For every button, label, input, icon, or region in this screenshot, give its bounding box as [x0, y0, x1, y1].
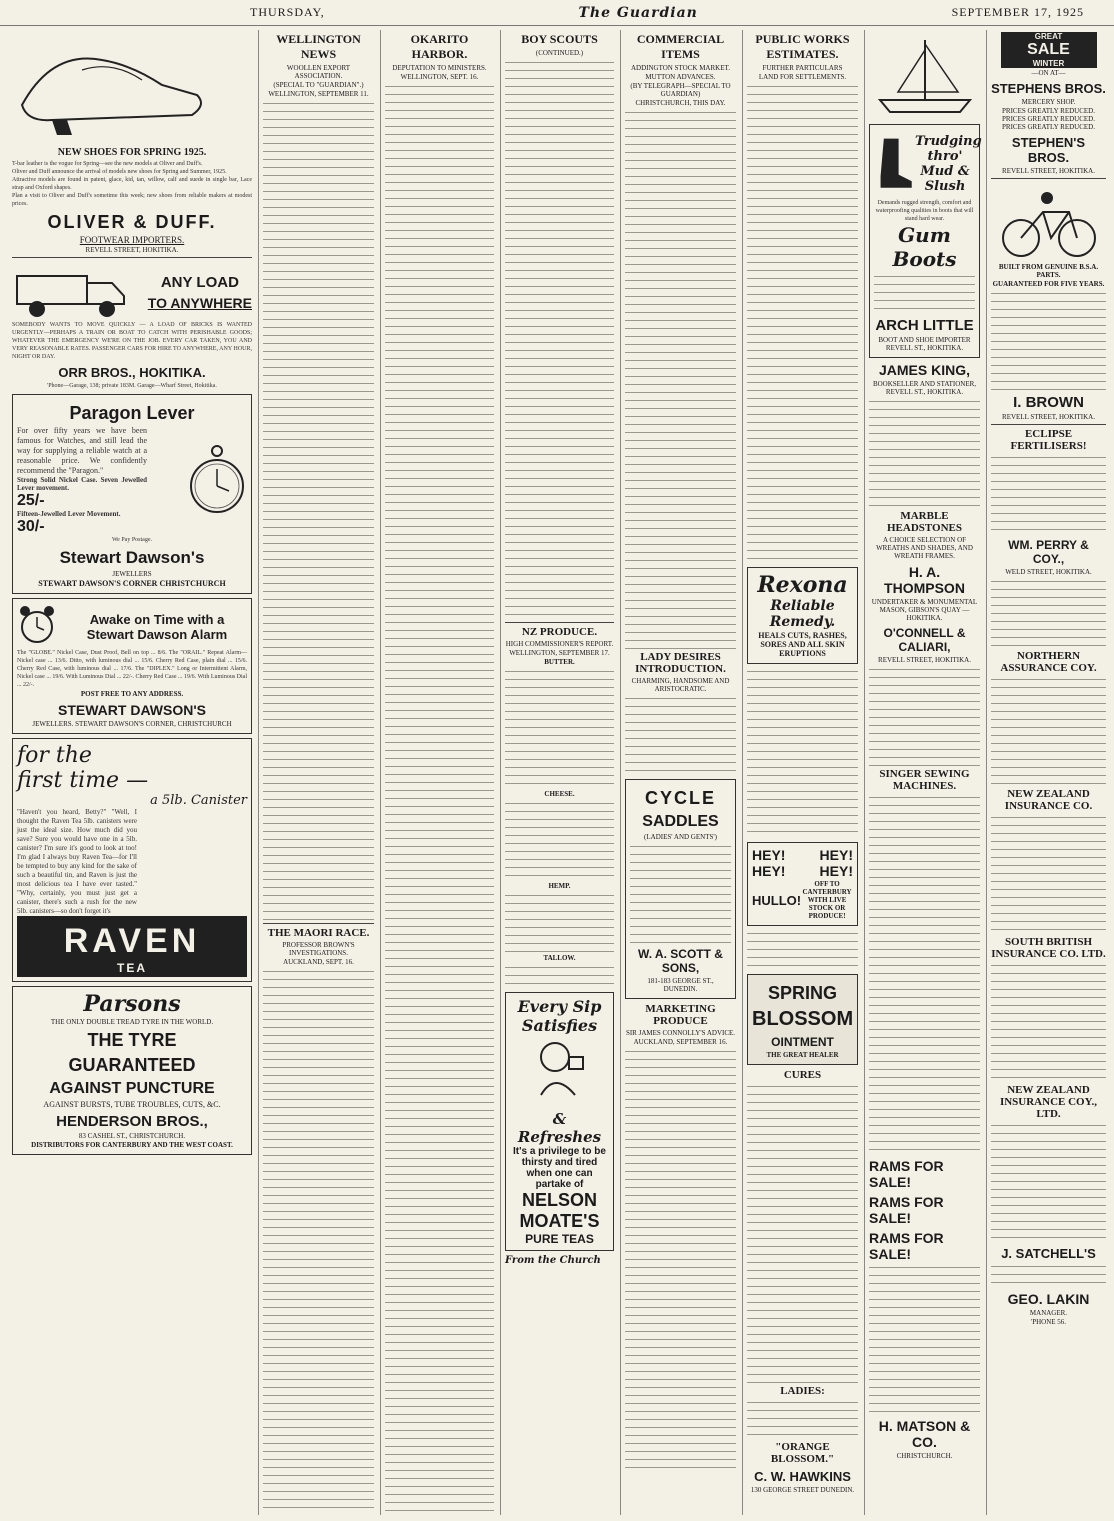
nz-produce-cheese-text [505, 800, 614, 880]
commercial-sub: ADDINGTON STOCK MARKET. [631, 64, 730, 72]
okarito-body-text [385, 83, 494, 1515]
nz-produce-cheese: CHEESE. [544, 790, 575, 798]
nm-h3: & Refreshes [517, 1110, 602, 1146]
trudging-h1: Trudging thro' [915, 134, 982, 164]
shoe-ad-trade: FOOTWEAR IMPORTERS. [79, 235, 185, 245]
arrow-guaranteed: GUARANTEED FOR FIVE YEARS. [992, 280, 1105, 288]
lady-desires-text [625, 695, 736, 775]
geo-lakin: GEO. LAKIN [1007, 1291, 1090, 1307]
arch-little: ARCH LITTLE [875, 317, 974, 334]
column-3-okarito-harbor [380, 30, 498, 1515]
marble-headstones: MARBLE HEADSTONES [887, 510, 962, 534]
shoe-ad-firm: OLIVER & DUFF. [47, 212, 217, 232]
northern-text [991, 676, 1106, 786]
stephens-bros-2: STEPHEN'S BROS. [1011, 135, 1086, 165]
hey-1: HEY! [752, 847, 786, 863]
sale-2: SALE [1027, 41, 1070, 58]
shoe-ad-line1: T-bar leather is the vogue for Spring—see the new models at Oliver and Duff's. [12, 161, 203, 167]
okarito-dateline: WELLINGTON, SEPT. 16. [400, 73, 479, 81]
nm-body: It's a privilege to be thirsty and tired when one can partake of [513, 1146, 606, 1190]
nz-produce-sub: HIGH COMMISSIONER'S REPORT. [505, 640, 614, 648]
tyre-t4: AGAINST BURSTS, TUBE TROUBLES, CUTS, &C. [43, 1100, 221, 1109]
nm-sub: PURE TEAS [525, 1232, 594, 1246]
rexona-ad [747, 567, 858, 664]
paragon-spec1: Strong Solid Nickel Case. Seven Jewelled Lever movement. [17, 476, 147, 492]
truck-ad-heading1: ANY LOAD [160, 273, 239, 291]
wellington-news-special: (SPECIAL TO "GUARDIAN".) [273, 81, 364, 89]
tyre-distributors: DISTRIBUTORS FOR CANTERBURY AND THE WEST COAST. [31, 1141, 233, 1149]
gum-boots-text [874, 273, 975, 313]
public-works-list [747, 83, 858, 563]
spring-blossom-ad [747, 974, 858, 1065]
paragon-watch-ad [12, 394, 252, 594]
nm-h2: Satisfies [521, 1016, 598, 1035]
trudging-ad [869, 124, 980, 358]
james-king-sub: BOOKSELLER AND STATIONER, REVELL ST., HOKITIKA. [872, 380, 977, 396]
marketing-produce-text [625, 1048, 736, 1468]
nz-produce-tallow: TALLOW. [543, 954, 576, 962]
hullo: HULLO! [752, 892, 802, 908]
public-works-sub2: LAND FOR SETTLEMENTS. [758, 73, 847, 81]
wm-perry: WM. PERRY & COY., [1008, 538, 1089, 566]
tyre-t3: AGAINST PUNCTURE [49, 1080, 215, 1097]
sb-h2: BLOSSOM [752, 1008, 854, 1030]
raven-brand-banner [17, 916, 247, 977]
gum-boots: Gum Boots [892, 223, 957, 271]
paragon-jewellers: JEWELLERS [112, 570, 152, 578]
nz-insurance-2-text [991, 1122, 1106, 1242]
stephens-sub: MERCERY SHOP. [1021, 98, 1076, 106]
commercial-title: COMMERCIAL ITEMS [636, 32, 725, 61]
maori-race-dateline: AUCKLAND, SEPT. 16. [283, 958, 354, 966]
nz-produce-dateline: WELLINGTON, SEPTEMBER 17. [509, 649, 610, 657]
nz-produce-hemp-text [505, 892, 614, 952]
column-5-commercial-items [620, 30, 740, 1515]
marketing-produce-sub: SIR JAMES CONNOLLY'S ADVICE. [625, 1029, 736, 1037]
tyre-t2: GUARANTEED [68, 1055, 196, 1075]
satchell: J. SATCHELL'S [1001, 1246, 1096, 1261]
sb-h3: OINTMENT [771, 1035, 834, 1049]
nz-produce-butter: BUTTER. [544, 658, 575, 666]
truck-ad-heading2: TO ANYWHERE [147, 294, 252, 311]
column-7-local-ads [864, 30, 984, 1515]
paragon-postage: We Pay Postage. [111, 537, 152, 543]
masthead-paper-name: The Guardian [578, 4, 698, 21]
ship-illustration-icon [870, 30, 980, 120]
satchell-text [991, 1263, 1106, 1287]
gum-boot-icon [874, 129, 915, 199]
alarm-body: The "GLOBE." Nickel Case, Dust Proof, Bell on top ... 8/6. The "ORAIL." Repeat Alarm— Nickel case ... 13/6. Ditto, with luminous dial ... 15/6. Cherry Red Case, plain dial ... 15/6. Cherry Red Case, with luminous dial ... 17/6. The "DIPLEX." Long or Intermittent Alarm, Nickel case ... 19/6. With Luminous Dial ... 22/-. Cherry Red Case ... 19/6. With Luminous Dial ... 22/-. [17, 650, 247, 688]
truck-ad-phone: 'Phone—Garage, 138; private 183M. Garage—Wharf Street, Hokitika. [47, 383, 217, 389]
column-8-business-ads [986, 30, 1110, 1515]
thompson-sub: UNDERTAKER & MONUMENTAL MASON, GIBSON'S QUAY — HOKITIKA. [871, 598, 978, 622]
commercial-by: (BY TELEGRAPH—SPECIAL TO GUARDIAN) [630, 82, 731, 98]
geo-lakin-phone: 'PHONE 56. [1030, 1318, 1067, 1326]
ob-firm: C. W. HAWKINS [754, 1469, 851, 1484]
boy-scouts-body-text [505, 59, 614, 619]
matson: H. MATSON & CO. [878, 1418, 971, 1450]
truck-ad-body: SOMEBODY WANTS TO MOVE QUICKLY — A LOAD OF BRICKS IS WANTED URGENTLY—PERHAPS A TRAIN OR BOAT TO CATCH WITH PERISHABLE GOODS; WHATEVER THE EMERGENCY WE'RE ON THE JOB. EVERY CAR TAKEN, YOU AND VERY REASONABLE RATES. PASSENGER CARS FOR HIRE TO ANYWHERE, ANY HOUR, NIGHT OR DAY. [12, 322, 252, 360]
shoe-illustration-icon [12, 30, 212, 140]
trudging-h2: Mud & Slush [920, 164, 970, 194]
nz-produce-butter-text [505, 668, 614, 788]
column-1-ads [8, 30, 256, 1515]
ladies-heading: LADIES: [780, 1385, 825, 1397]
nz-produce-tallow-text [505, 964, 614, 988]
alarm-firm: STEWART DAWSON'S [58, 702, 206, 718]
tyre-line: THE ONLY DOUBLE TREAD TYRE IN THE WORLD. [50, 1018, 214, 1026]
shoe-ad-line4: Plan a visit to Oliver and Duff's sometime this week; new shoes from reliable makers at modest prices. [12, 193, 252, 207]
rams-3: RAMS FOR SALE! [869, 1230, 944, 1262]
paragon-price2: 30/- [17, 518, 45, 535]
eclipse: ECLIPSE FERTILISERS! [1010, 428, 1087, 452]
raven-brand: RAVEN [63, 922, 201, 960]
masthead [0, 0, 1114, 26]
marble-sub: A CHOICE SELECTION OF WREATHS AND SHADES, AND WREATH FRAMES. [876, 536, 973, 560]
truck-icon [12, 261, 132, 321]
south-british: SOUTH BRITISH INSURANCE CO. LTD. [991, 936, 1106, 960]
geo-lakin-sub: MANAGER. [1029, 1309, 1068, 1317]
shoe-ad-line2: Oliver and Duff announce the arrival of models new shoes for Spring and Summer, 1925. [12, 169, 227, 175]
sale-3: WINTER [1032, 59, 1065, 68]
tyre-firm: HENDERSON BROS., [56, 1113, 208, 1130]
sb-text [747, 1083, 858, 1383]
paragon-firm: Stewart Dawson's [59, 548, 205, 567]
wm-perry-address: WELD STREET, HOKITIKA. [1005, 568, 1092, 576]
south-british-text [991, 962, 1106, 1082]
nz-produce-title: NZ PRODUCE. [521, 626, 598, 638]
oconnell: O'CONNELL & CALIARI, [883, 626, 966, 654]
masthead-day: THURSDAY, [250, 5, 325, 19]
nz-produce-hemp: HEMP. [548, 882, 571, 890]
wellington-news-dateline: WELLINGTON, SEPTEMBER 11. [268, 90, 369, 98]
raven-brand-sub: TEA [117, 961, 147, 975]
on-at: —ON AT— [1031, 69, 1066, 77]
column-4-boy-scouts [500, 30, 618, 1515]
maori-race-body-text [263, 968, 374, 1515]
i-brown-address: REVELL STREET, HOKITIKA. [1002, 413, 1095, 421]
wellington-news-sub: WOOLLEN EXPORT ASSOCIATION. [286, 64, 351, 80]
nz-insurance-2: NEW ZEALAND INSURANCE COY., LTD. [999, 1084, 1098, 1120]
pocket-watch-icon [187, 441, 247, 521]
rexona-title2: Reliable Remedy. [769, 598, 836, 630]
matson-sub: CHRISTCHURCH. [896, 1452, 953, 1460]
james-king-text [869, 398, 980, 508]
northern-assurance: NORTHERN ASSURANCE COY. [1000, 650, 1097, 674]
sale-1: GREAT [1034, 32, 1063, 41]
cycle-sub: (LADIES' AND GENTS') [644, 833, 717, 841]
lady-desires-title: LADY DESIRES INTRODUCTION. [635, 651, 726, 675]
stephens-prices: PRICES GREATLY REDUCED. PRICES GREATLY REDUCED. PRICES GREATLY REDUCED. [1002, 107, 1095, 131]
rexona-text [747, 668, 858, 838]
ob-address: 130 GEORGE STREET DUNEDIN. [750, 1486, 855, 1494]
commercial-body-text [625, 109, 736, 649]
commercial-sub2: MUTTON ADVANCES. [645, 73, 716, 81]
paragon-title: Paragon Lever [69, 403, 195, 423]
rams-text [869, 1264, 980, 1414]
truck-ad [12, 261, 252, 390]
paragon-spec2: Fifteen-Jewelled Lever Movement. [17, 510, 121, 518]
eclipse-text [991, 454, 1106, 534]
cycle-firm: W. A. SCOTT & SONS, [638, 947, 723, 975]
wellington-news-body-text [263, 100, 374, 920]
raven-heading1: for the [17, 743, 92, 768]
arrow-built: BUILT FROM GENUINE B.S.A. PARTS. [998, 263, 1099, 279]
i-brown: I. BROWN [1013, 394, 1084, 411]
nz-insurance: NEW ZEALAND INSURANCE CO. [1004, 788, 1093, 812]
rams-1: RAMS FOR SALE! [869, 1158, 944, 1190]
cycle-address: 181-183 GEORGE ST., DUNEDIN. [647, 977, 714, 993]
marketing-produce-dateline: AUCKLAND, SEPTEMBER 16. [633, 1038, 728, 1046]
bicycle-icon [999, 182, 1099, 262]
hey-3: HEY! [752, 863, 786, 879]
public-works-title: PUBLIC WORKS ESTIMATES. [755, 32, 850, 61]
stephens-bros: STEPHENS BROS. [991, 81, 1106, 96]
ladies-text [747, 1399, 858, 1439]
cycle-heading2: SADDLES [642, 813, 719, 830]
lady-desires-sub: CHARMING, HANDSOME AND ARISTOCRATIC. [631, 677, 730, 693]
wellington-news-title: WELLINGTON NEWS [276, 32, 361, 61]
raven-heading3: a 5lb. Canister [150, 793, 247, 808]
orange-blossom: "ORANGE BLOSSOM." [770, 1441, 835, 1465]
oconnell-sub: REVELL STREET, HOKITIKA. [878, 656, 971, 664]
tyre-address: 83 CASHEL ST., CHRISTCHURCH. [78, 1132, 186, 1140]
shoe-ad [12, 30, 252, 254]
boy-scouts-sub: (CONTINUED.) [535, 49, 584, 57]
cycle-text [630, 843, 731, 943]
singer: SINGER SEWING MACHINES. [879, 768, 970, 792]
shoe-ad-address: REVELL STREET, HOKITIKA. [85, 246, 179, 254]
maori-race-sub: PROFESSOR BROWN'S INVESTIGATIONS. [282, 941, 355, 957]
sb-cures: CURES [783, 1069, 822, 1081]
cycle-saddles-ad [625, 779, 736, 999]
rexona-sub: HEALS CUTS, RASHES, SORES AND ALL SKIN ERUPTIONS [758, 631, 847, 658]
sb-h: SPRING [767, 983, 837, 1003]
tea-drinker-icon [525, 1035, 595, 1105]
shoe-ad-line3: Attractive models are found in patent, glace, kid, tan, willow, calf and suede in single bar, Lace strap and Oxford shapes. [12, 177, 252, 191]
paragon-corner: STEWART DAWSON'S CORNER CHRISTCHURCH [38, 579, 226, 588]
public-works-sub: FURTHER PARTICULARS [762, 64, 843, 72]
nz-insurance-text [991, 814, 1106, 934]
james-king: JAMES KING, [878, 362, 970, 378]
alarm-clock-ad [12, 598, 252, 734]
stephens-address: REVELL STREET, HOKITIKA. [1002, 167, 1095, 175]
paragon-body: For over fifty years we have been famous for Watches, and still lead the way for supplying a reliable watch at a reasonable price. We confidently recommend the "Paragon." [17, 426, 147, 475]
masthead-date: SEPTEMBER 17, 1925 [951, 5, 1084, 19]
nm-brand: NELSON MOATE'S [519, 1190, 600, 1231]
hey-4: HEY! [819, 863, 853, 879]
alarm-clock-icon [17, 603, 57, 649]
alarm-title: Awake on Time with a Stewart Dawson Alarm [86, 612, 228, 642]
wm-perry-text [991, 578, 1106, 648]
paragon-price1: 25/- [17, 492, 45, 509]
commercial-dateline: CHRISTCHURCH, THIS DAY. [635, 99, 726, 107]
nm-h1: Every Sip [517, 997, 602, 1016]
raven-heading2: first time — [17, 768, 149, 793]
boy-scouts-title: BOY SCOUTS [521, 32, 598, 46]
sb-tag: THE GREAT HEALER [766, 1051, 839, 1059]
alarm-address: JEWELLERS. STEWART DAWSON'S CORNER, CHRISTCHURCH [32, 720, 232, 728]
maori-race-title: THE MAORI RACE. [267, 927, 370, 939]
from-the-church-ad: From the Church [505, 1255, 601, 1266]
alarm-post: POST FREE TO ANY ADDRESS. [80, 690, 184, 698]
truck-ad-firm: ORR BROS., HOKITIKA. [58, 365, 206, 380]
rams-2: RAMS FOR SALE! [869, 1194, 944, 1226]
raven-tea-ad [12, 738, 252, 982]
thompson: H. A. THOMPSON [884, 564, 965, 596]
tyre-brand: Parsons [83, 991, 181, 1017]
okarito-title: OKARITO HARBOR. [410, 32, 469, 61]
column-6-public-works [742, 30, 862, 1515]
raven-dialogue: "Haven't you heard, Betty?" "Well, I thought the Raven Tea 5lb. canisters were just the ideal size. How much did you save? Sure you would have one in a 5lb. canister? I'm sure it's good to look at too! I'm glad I always buy Raven Tea—for I'll be tempted to buy any kind for the sake of such a beautiful tin, and Raven is just the most delicious tea I have ever tasted." "Why, certainly, you must just get a canister, there's such a rush for the new 5lb. canisters—so don't forget it's [17, 808, 137, 915]
cycle-heading: CYCLE [644, 788, 716, 808]
shoe-ad-title: NEW SHOES FOR SPRING 1925. [57, 147, 207, 158]
tyre-t1: THE TYRE [87, 1030, 177, 1050]
hey-hullo-ad [747, 842, 858, 926]
okarito-sub: DEPUTATION TO MINISTERS. [392, 64, 487, 72]
trudging-body: Demands rugged strength, comfort and waterproofing qualities in boots that will stand hard wear. [875, 200, 974, 222]
singer-text [869, 794, 980, 1154]
tyre-ad [12, 986, 252, 1155]
hey-2: HEY! [819, 847, 853, 863]
marketing-produce-title: MARKETING PRODUCE [645, 1003, 716, 1027]
column-2-wellington-news [258, 30, 378, 1515]
oconnell-text [869, 666, 980, 766]
nelson-moate-tea-ad [505, 992, 614, 1251]
arch-little-sub: BOOT AND SHOE IMPORTER REVELL ST., HOKITIKA. [878, 336, 971, 352]
hey-body: OFF TO CANTERBURY WITH LIVE STOCK OR PRODUCE! [802, 880, 852, 920]
rexona-title: Rexona [757, 572, 848, 598]
hey-text [747, 930, 858, 970]
arrow-text [991, 290, 1106, 390]
